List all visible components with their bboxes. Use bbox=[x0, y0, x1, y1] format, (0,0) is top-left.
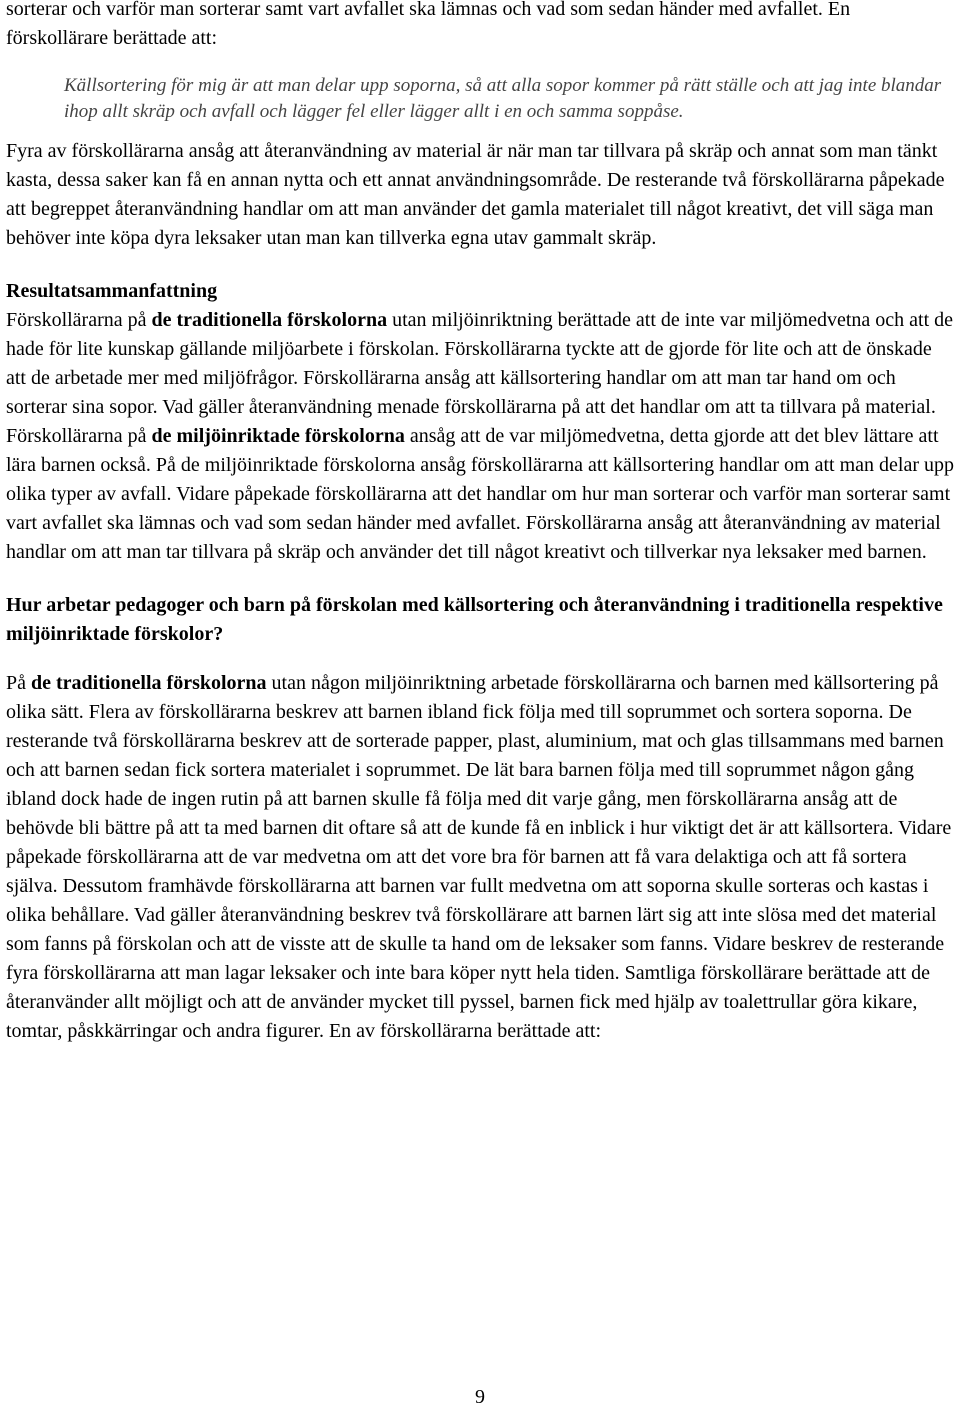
reuse-paragraph bbox=[6, 137, 956, 253]
document-page bbox=[6, 0, 956, 1046]
summary-heading: Resultatsammanfattning bbox=[6, 280, 218, 302]
reuse-text: Fyra av förskollärarna ansåg att återanvändning av material är när man tar tillvara på skräp och annat som man tänkt kasta, dessa saker kan få en annan nytta och ett annat användningsområde. De resterande två förskollärarna påpekade att begreppet återanvändning handlar om att man använder det gamla materialet till något kreativt, det vill säga man behöver inte köpa dyra leksaker utan man kan tillverka egna utav gammalt skräp. bbox=[6, 140, 945, 249]
summary-bold-traditional: de traditionella förskolorna bbox=[151, 309, 388, 331]
section-text-a: På bbox=[6, 672, 26, 694]
page-number: 9 bbox=[475, 1386, 485, 1408]
summary-paragraph bbox=[6, 306, 956, 567]
summary-text-b: utan miljöinriktning berättade att de inte var miljömedvetna och att de hade för lite kunskap gällande miljöarbete i förskolan. Förskollärarna tyckte att de gjorde för lite och att de önskade att de arbetade mer med miljöfrågor. Förskollärarna ansåg att källsortering handlar om att man tar hand om och sorterar sina sopor. Vad gäller återanvändning menade förskollärarna på att det handlar om att ta tillvara på material. Förskollärarna på bbox=[6, 309, 953, 447]
summary-text-a: Förskollärarna på bbox=[6, 309, 147, 331]
section-paragraph bbox=[6, 669, 956, 1046]
section-bold-traditional: de traditionella förskolorna bbox=[31, 672, 267, 694]
intro-text: sorterar och varför man sorterar samt vart avfallet ska lämnas och vad som sedan händer med avfallet. En förskollärare berättade att: bbox=[6, 0, 851, 49]
section-heading: Hur arbetar pedagoger och barn på förskolan med källsortering och återanvändning i traditionella respektive miljöinriktade förskolor? bbox=[6, 594, 943, 645]
quote-text: Källsortering för mig är att man delar upp soporna, så att alla sopor kommer på rätt ställe och att jag inte blandar ihop allt skräp och avfall och lägger fel eller lägger allt i en och samma soppåse. bbox=[64, 75, 942, 122]
interview-quote bbox=[6, 73, 956, 125]
intro-paragraph bbox=[6, 0, 956, 53]
summary-text-c: ansåg att de var miljömedvetna, detta gjorde att det blev lättare att lära barnen också. På de miljöinriktade förskolorna ansåg förskollärarna att källsortering handlar om att man delar upp olika typer av avfall. Vidare påpekade förskollärarna att det handlar om hur man sorterar och varför man sorterar samt vart avfallet ska lämnas och vad som sedan händer med avfallet. Förskollärarna ansåg att återanvändning av material handlar om att man tar tillvara på skräp och använder det till något kreativt och tillverkar nya leksaker med barnen. bbox=[6, 425, 955, 563]
summary-bold-environmental: de miljöinriktade förskolorna bbox=[151, 425, 405, 447]
section-text-b: utan någon miljöinriktning arbetade förskollärarna och barnen med källsortering på olika sätt. Flera av förskollärarna beskrev att barnen ibland fick följa med till soprummet och sortera soporna. De resterande två förskollärarna beskrev att de sorterade papper, plast, aluminium, mat och glas tillsammans med barnen och att barnen sedan fick sortera materialet i soprummet. De lät bara barnen följa med till soprummet någon gång ibland dock hade de ingen rutin på att barnen skulle få följa med dit varje gång, men förskollärarna ansåg att de behövde bli bättre på att ta med barnen dit oftare så att de kunde få en inblick i hur viktigt det är att källsortera. Vidare påpekade förskollärarna att de var medvetna om att det vore bra för barnen att få vara delaktiga och att få sortera själva. Dessutom framhävde förskollärarna att barnen var fullt medvetna om att soporna skulle sorteras och kastas i olika behållare. Vad gäller återanvändning beskrev två förskollärare att barnen lärt sig att inte slösa med det material som fanns på förskolan och att de visste att de skulle ta hand om de leksaker som fanns. Vidare beskrev de resterande fyra förskollärarna att man lagar leksaker och inte bara köper nytt hela tiden. Samtliga förskollärare berättade att de återanvänder allt möjligt och att de använder mycket till pyssel, barnen fick med hjälp av toalettrullar göra kikare, tomtar, påskkärringar och andra figurer. En av förskollärarna berättade att: bbox=[6, 672, 952, 1042]
